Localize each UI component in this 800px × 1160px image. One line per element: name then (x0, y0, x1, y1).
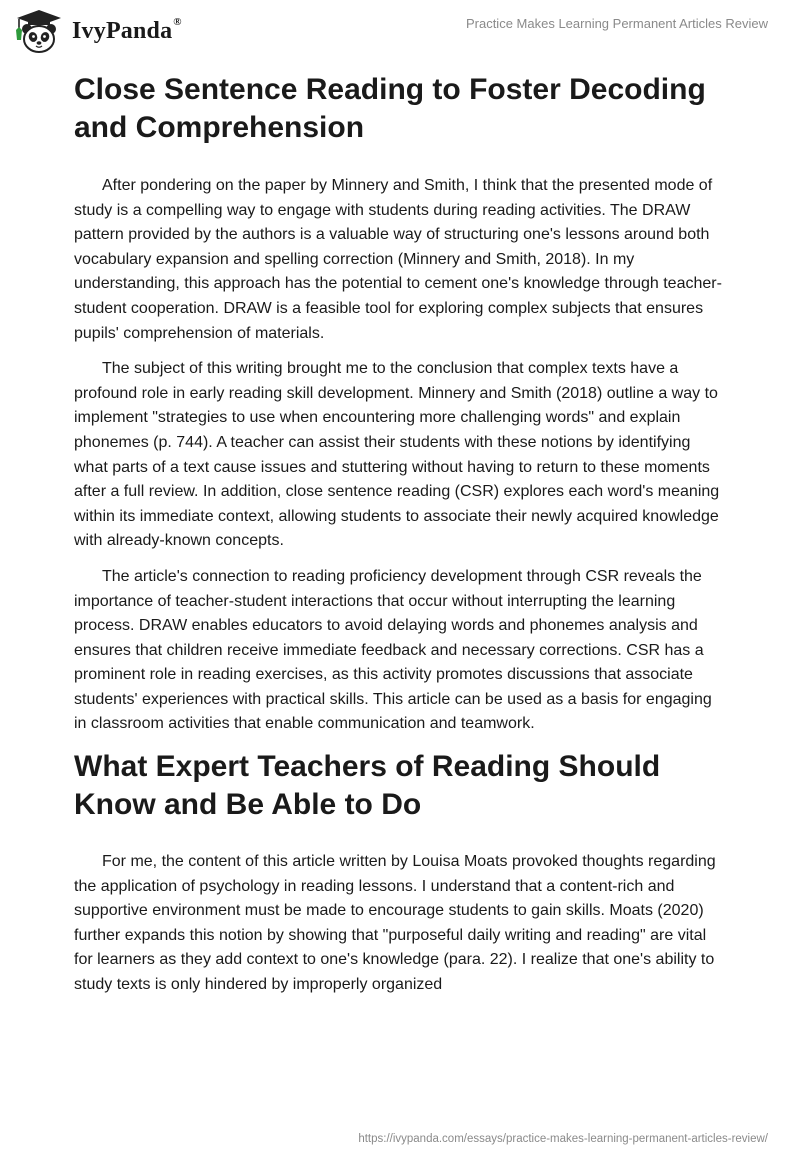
source-url[interactable]: https://ivypanda.com/essays/practice-makes-learning-permanent-articles-review/ (358, 1133, 768, 1145)
page-header (0, 0, 800, 64)
article-body (74, 70, 726, 1009)
paragraph: For me, the content of this article written by Louisa Moats provoked thoughts regarding the application of psychology in reading lessons. I understand that a content-rich and supportive environment must be made to encourage students to gain skills. Moats (2020) further expands this notion by showing that "purposeful daily writing and reading" are vital for learners as they add context to one's knowledge (para. 22). I realize that one's ability to study texts is only hindered by improperly organized (74, 853, 716, 994)
brand-name: IvyPanda® (72, 15, 182, 44)
document-title: Practice Makes Learning Permanent Articles Review (465, 16, 768, 31)
paragraph: After pondering on the paper by Minnery and Smith, I think that the presented mode of study is a compelling way to engage with students during reading activities. The DRAW pattern provided by the authors is a valuable way of structuring one's lessons around both vocabulary expansion and spelling correction (Minnery and Smith, 2018). In my understanding, this approach has the potential to cement one's knowledge through teacher-student cooperation. DRAW is a feasible tool for exploring complex subjects that ensures pupils' comprehension of materials. (74, 177, 722, 342)
paragraph: The article's connection to reading proficiency development through CSR reveals the importance of teacher-student interactions that occur without interrupting the learning process. DRAW enables educators to avoid delaying words and phonemes analysis and ensures that children receive immediate feedback and necessary corrections. CSR has a prominent role in reading exercises, as this activity promotes discussions that associate students' experiences with practical skills. This article can be used as a basis for engaging in classroom activities that enable communication and teamwork. (74, 567, 712, 733)
section-heading: What Expert Teachers of Reading Should Know and Be Able to Do (74, 750, 661, 822)
brand-logo[interactable] (14, 8, 182, 54)
paragraph: The subject of this writing brought me to the conclusion that complex texts have a profound role in early reading skill development. Minnery and Smith (2018) outline a way to implement "strategies to use when encountering more challenging words" and explain phonemes (p. 744). A teacher can assist their students with these notions by identifying what parts of a text cause issues and stuttering without having to return to these moments after a full review. In addition, close sentence reading (CSR) explores each word's meaning within its immediate context, allowing students to associate their newly acquired knowledge with already-known concepts. (74, 360, 720, 550)
panda-graduate-icon (14, 8, 64, 54)
section-heading: Close Sentence Reading to Foster Decoding and Comprehension (74, 73, 706, 144)
